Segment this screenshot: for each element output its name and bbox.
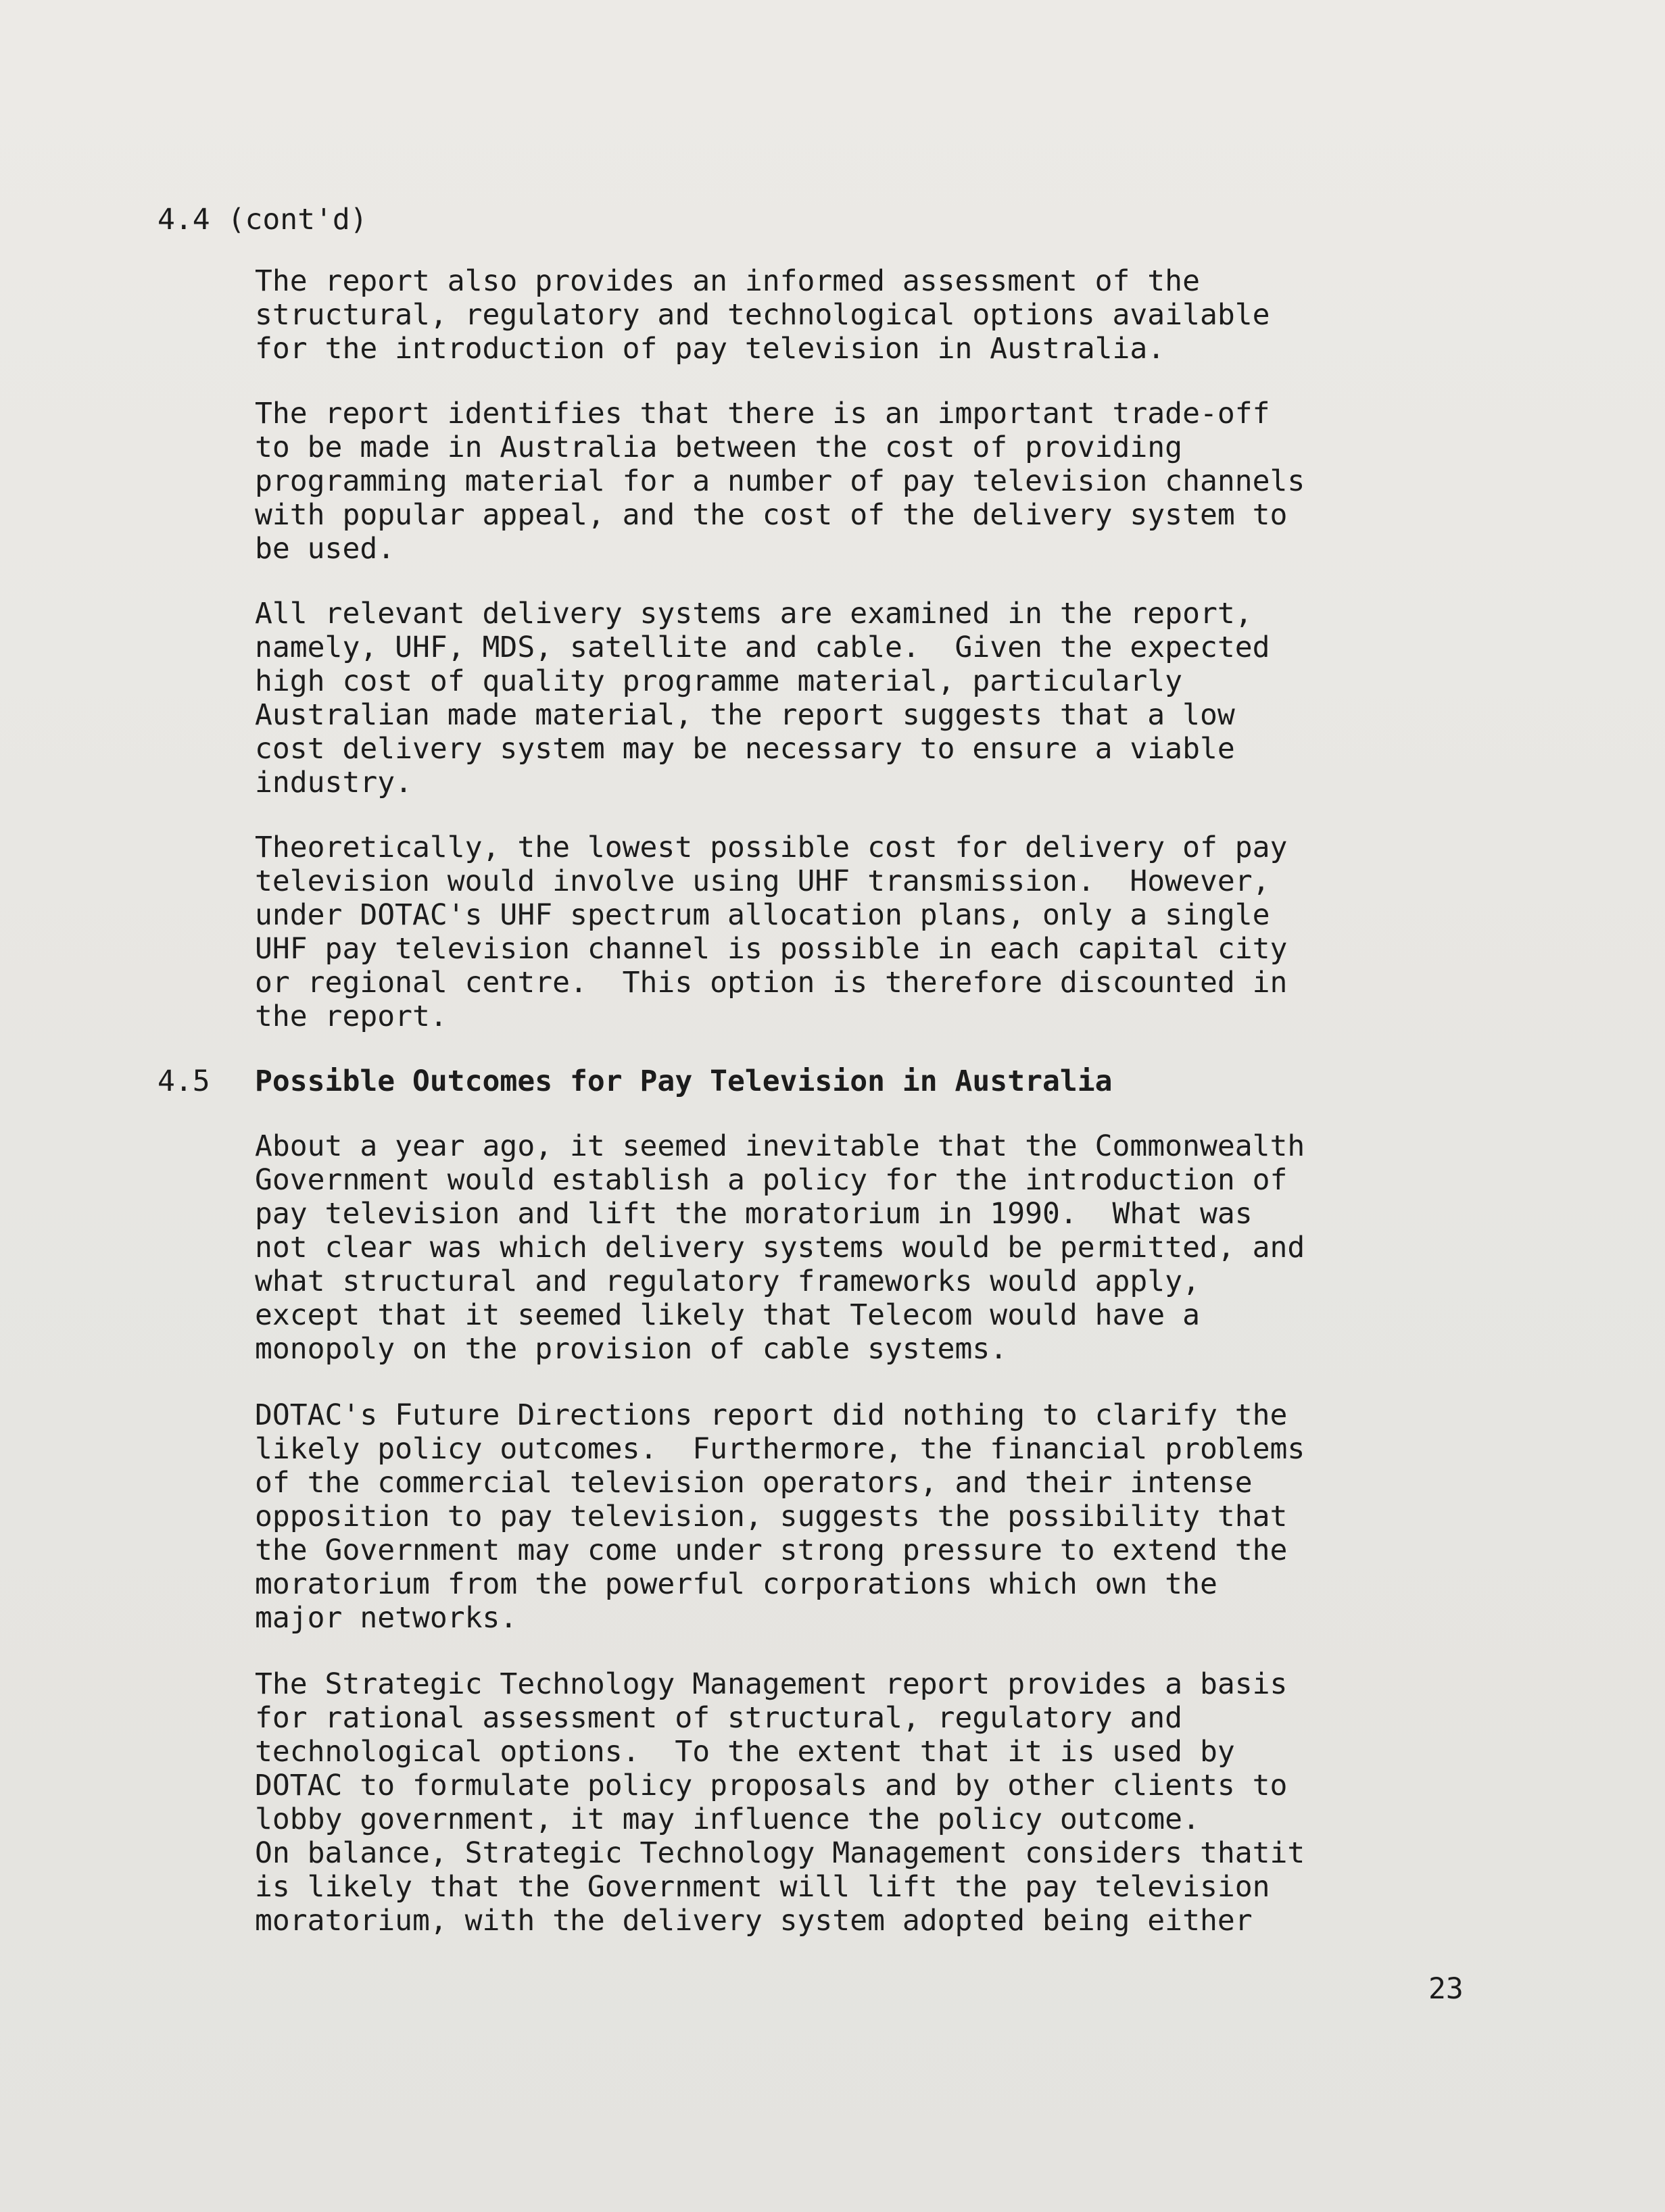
paragraph-line: cost delivery system may be necessary to ensure a viable (255, 732, 1235, 766)
paragraph-line: monopoly on the provision of cable systems. (255, 1332, 1008, 1366)
paragraph-line: The report also provides an informed assessment of the (255, 264, 1200, 298)
paragraph-line: All relevant delivery systems are examined in the report, (255, 597, 1253, 631)
paragraph-line: programming material for a number of pay television channels (255, 464, 1305, 498)
paragraph-line: Australian made material, the report suggests that a low (255, 698, 1235, 732)
paragraph-line: industry. (255, 766, 412, 800)
paragraph-line: pay television and lift the moratorium in 1990. What was (255, 1197, 1253, 1231)
paragraph-line: technological options. To the extent that it is used by (255, 1735, 1235, 1769)
paragraph-line: Government would establish a policy for the introduction of (255, 1163, 1288, 1197)
paragraph-line: On balance, Strategic Technology Management considers thatit (255, 1836, 1305, 1870)
paragraph-line: not clear was which delivery systems would be permitted, and (255, 1231, 1305, 1264)
paragraph-line: be used. (255, 532, 395, 566)
paragraph-line: of the commercial television operators, and their intense (255, 1466, 1253, 1500)
paragraph-line: for the introduction of pay television in Australia. (255, 332, 1165, 366)
paragraph-line: DOTAC's Future Directions report did nothing to clarify the (255, 1398, 1288, 1432)
paragraph-line: the Government may come under strong pressure to extend the (255, 1533, 1288, 1567)
paragraph-line: moratorium from the powerful corporations which own the (255, 1567, 1217, 1601)
paragraph-line: television would involve using UHF transmission. However, (255, 864, 1270, 898)
paragraph-line: or regional centre. This option is therefore discounted in (255, 966, 1288, 1000)
paragraph-line: to be made in Australia between the cost of providing (255, 431, 1183, 464)
paragraph-line: with popular appeal, and the cost of the delivery system to (255, 498, 1288, 532)
paragraph-line: high cost of quality programme material, particularly (255, 664, 1183, 698)
paragraph-line: lobby government, it may influence the policy outcome. (255, 1802, 1200, 1836)
paragraph-line: UHF pay television channel is possible in each capital city (255, 932, 1288, 966)
paragraph-line: The report identifies that there is an important trade-off (255, 397, 1270, 431)
paragraph-line: moratorium, with the delivery system adopted being either (255, 1904, 1253, 1938)
paragraph-line: except that it seemed likely that Telecom would have a (255, 1298, 1200, 1332)
paragraph-line: major networks. (255, 1601, 518, 1635)
paragraph-line: for rational assessment of structural, regulatory and (255, 1701, 1183, 1735)
section-continuation-heading: 4.4 (cont'd) (158, 203, 368, 237)
paragraph-line: under DOTAC's UHF spectrum allocation plans, only a single (255, 898, 1270, 932)
paragraph-line: opposition to pay television, suggests the possibility that (255, 1500, 1288, 1533)
paragraph-line: DOTAC to formulate policy proposals and by other clients to (255, 1769, 1288, 1802)
paragraph-line: Theoretically, the lowest possible cost for delivery of pay (255, 831, 1288, 864)
page-number: 23 (1428, 1972, 1464, 2006)
paragraph-line: is likely that the Government will lift the pay television (255, 1870, 1270, 1904)
paragraph-line: About a year ago, it seemed inevitable that the Commonwealth (255, 1129, 1305, 1163)
section-title: Possible Outcomes for Pay Television in Australia (255, 1064, 1113, 1098)
paragraph-line: what structural and regulatory frameworks would apply, (255, 1264, 1200, 1298)
paragraph-line: the report. (255, 1000, 448, 1033)
paragraph-line: likely policy outcomes. Furthermore, the financial problems (255, 1432, 1305, 1466)
section-number: 4.5 (158, 1064, 210, 1098)
paragraph-line: structural, regulatory and technological options available (255, 298, 1270, 332)
paragraph-line: The Strategic Technology Management report provides a basis (255, 1667, 1288, 1701)
paragraph-line: namely, UHF, MDS, satellite and cable. Given the expected (255, 631, 1270, 664)
